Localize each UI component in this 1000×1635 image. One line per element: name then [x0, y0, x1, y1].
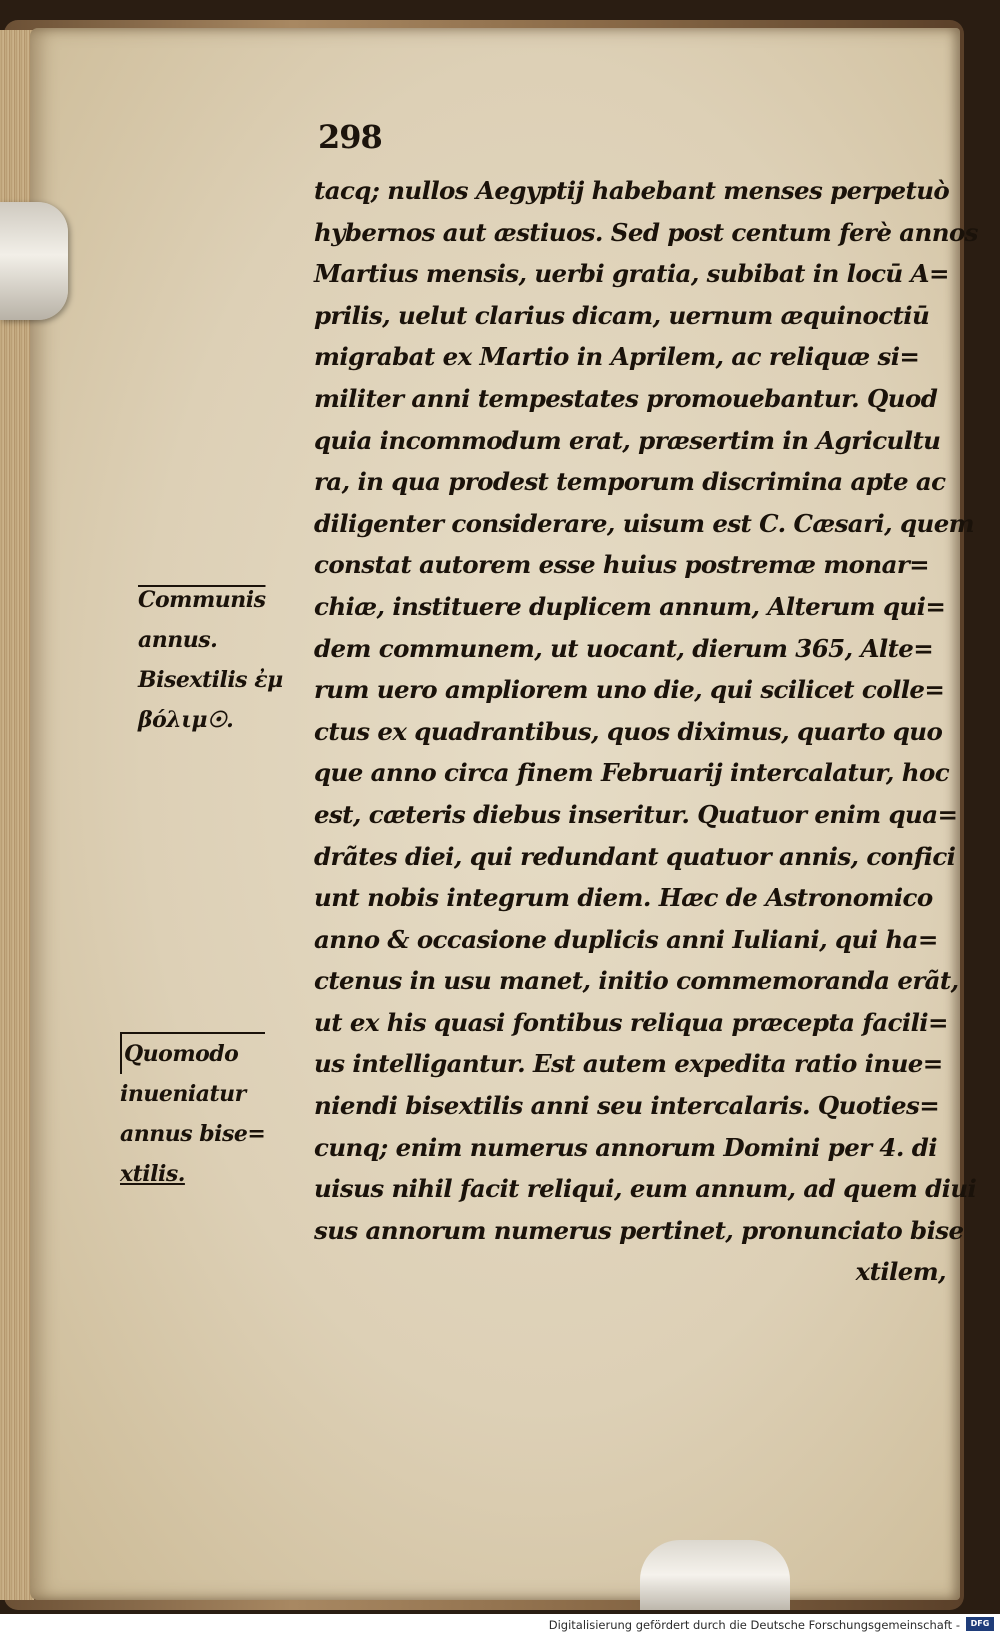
text-line: drãtes diei, qui redundant quatuor annis, confici	[314, 841, 956, 871]
text-line: ra, in qua prodest temporum discrimina apte ac	[314, 467, 946, 497]
page-number: 298	[318, 118, 382, 156]
text-line: ctenus in usu manet, initio commemoranda erãt,	[314, 966, 959, 996]
margin-note-line: xtilis.	[120, 1161, 185, 1187]
text-line: anno & occasione duplicis anni Iuliani, qui ha=	[314, 924, 938, 954]
text-line: ctus ex quadrantibus, quos diximus, quarto quo	[314, 716, 943, 746]
text-line: diligenter considerare, uisum est C. Cæsari, quem	[314, 508, 975, 538]
footer-credit-text: Digitalisierung gefördert durch die Deutsche Forschungsgemeinschaft -	[548, 1618, 960, 1632]
text-line: que anno circa finem Februarij intercalatur, hoc	[314, 758, 950, 788]
text-line: militer anni tempestates promouebantur. Quod	[314, 383, 938, 413]
margin-note-line: Bisextilis ἐμ	[138, 667, 283, 693]
text-line: constat autorem esse huius postremæ monar=	[314, 550, 930, 580]
text-line: quia incommodum erat, præsertim in Agricultu	[314, 425, 941, 455]
margin-note-communis	[138, 580, 283, 740]
text-line: us intelligantur. Est autem expedita ratio inue=	[314, 1049, 943, 1079]
margin-note-quomodo	[120, 1032, 265, 1194]
text-line: xtilem,	[855, 1257, 946, 1287]
margin-note-line: annus.	[138, 627, 218, 653]
margin-note-line: βόλιμ☉.	[138, 707, 234, 733]
text-line: sus annorum numerus pertinet, pronunciato bise	[314, 1215, 964, 1245]
digitization-footer	[0, 1614, 1000, 1634]
text-line: uisus nihil facit reliqui, eum annum, ad quem diui	[314, 1174, 977, 1204]
page-clip-left	[0, 202, 68, 320]
margin-note-line: annus bise=	[120, 1121, 266, 1147]
text-line: chiæ, instituere duplicem annum, Alterum qui=	[314, 591, 946, 621]
margin-note-line: Communis	[138, 587, 266, 613]
text-line: hybernos aut æstiuos. Sed post centum ferè annos	[314, 217, 978, 247]
margin-note-line: Quomodo	[120, 1032, 265, 1074]
text-line: prilis, uelut clarius dicam, uernum æquinoctiū	[314, 300, 930, 330]
text-line: est, cæteris diebus inseritur. Quatuor enim qua=	[314, 799, 958, 829]
text-line: migrabat ex Martio in Aprilem, ac reliquæ si=	[314, 342, 920, 372]
text-line: unt nobis integrum diem. Hæc de Astronomico	[314, 883, 933, 913]
margin-note-line: inueniatur	[120, 1081, 246, 1107]
text-line: dem communem, ut uocant, dierum 365, Alte=	[314, 633, 934, 663]
text-line: tacq; nullos Aegyptij habebant menses perpetuò	[314, 176, 950, 205]
dfg-logo: DFG	[966, 1617, 994, 1631]
text-line: ut ex his quasi fontibus reliqua præcepta facili=	[314, 1007, 948, 1037]
page-clip-bottom	[640, 1540, 790, 1610]
text-line: cunq; enim numerus annorum Domini per 4. di	[314, 1132, 937, 1162]
text-line: rum uero ampliorem uno die, qui scilicet colle=	[314, 675, 945, 705]
text-line: Martius mensis, uerbi gratia, subibat in locū A=	[314, 259, 949, 289]
body-text	[314, 170, 978, 1293]
text-line: niendi bisextilis anni seu intercalaris. Quoties=	[314, 1091, 940, 1121]
